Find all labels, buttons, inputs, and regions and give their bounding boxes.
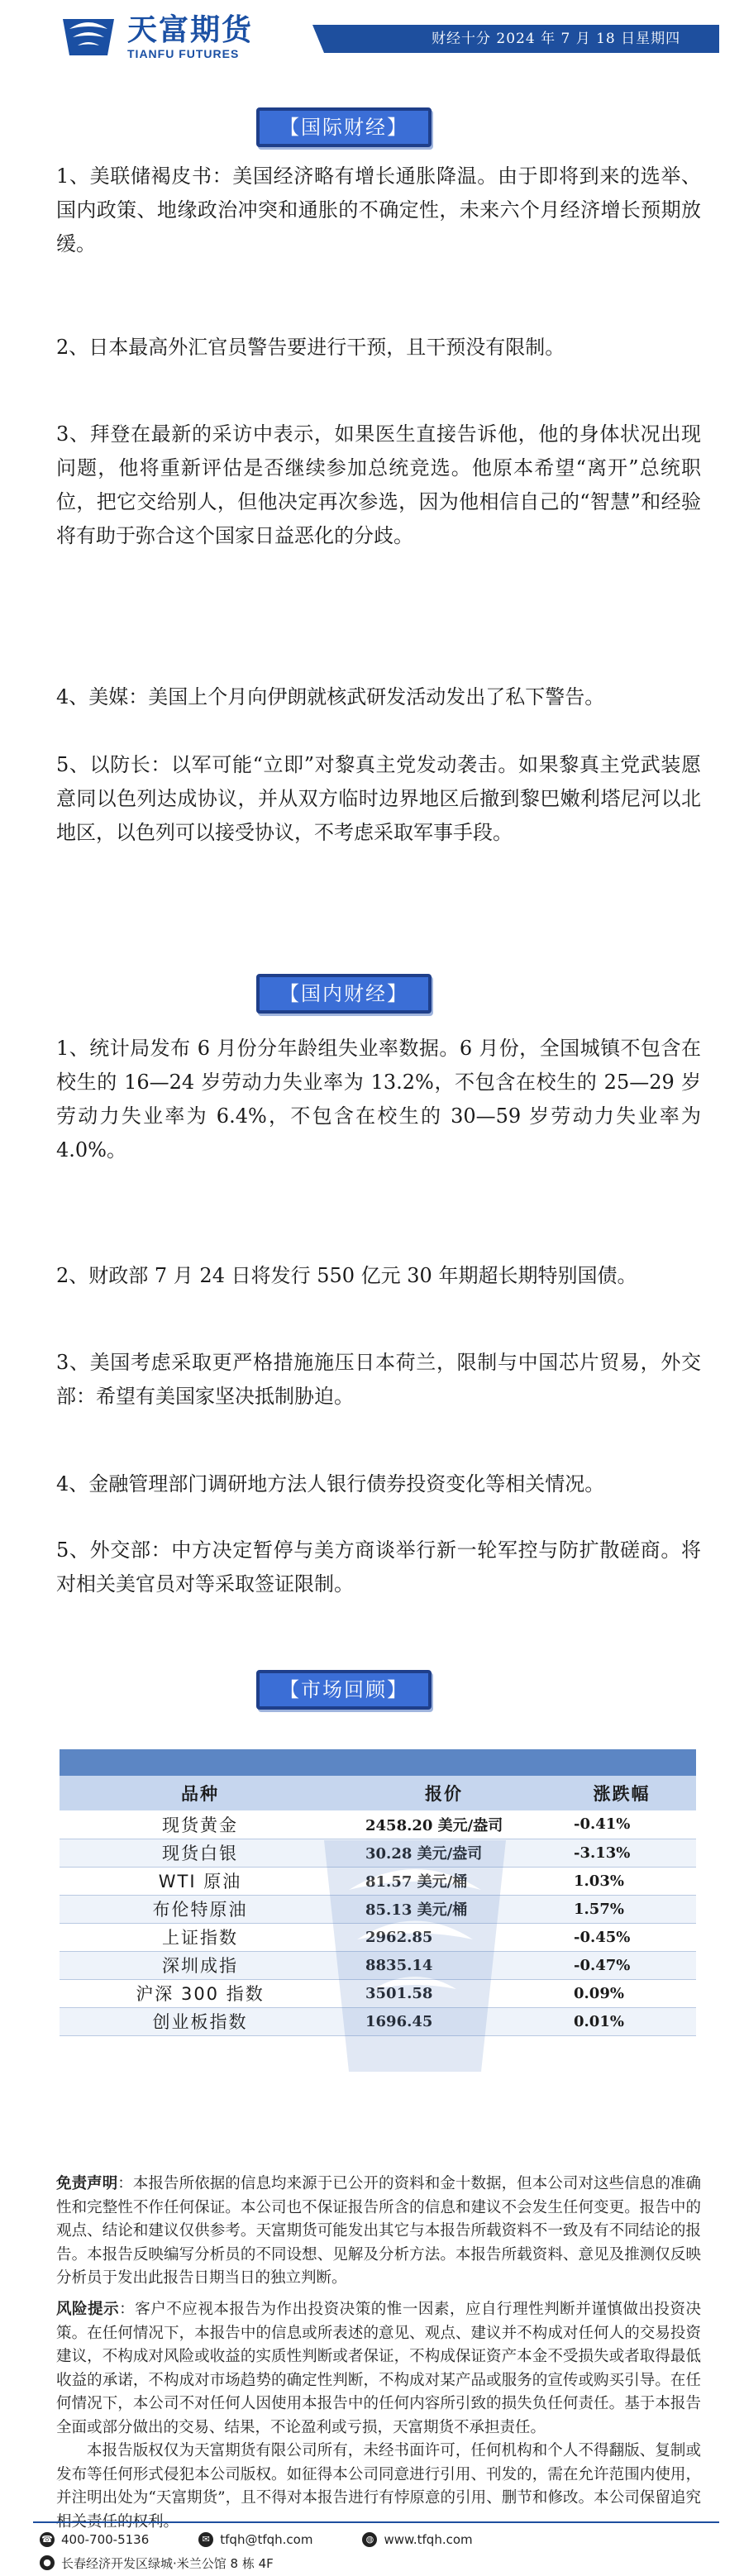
globe-icon: ◍ <box>362 2532 377 2547</box>
disclaimer-label: 免责声明 <box>56 2175 118 2192</box>
instrument-name: 现货白银 <box>60 1839 341 1867</box>
footer-website[interactable] <box>362 2532 472 2547</box>
address-text: 长春经济开发区绿城·米兰公馆 8 栋 4F <box>61 2555 274 2571</box>
footer-email[interactable] <box>198 2532 312 2547</box>
instrument-price: 2962.85 <box>341 1923 547 1951</box>
footer-divider <box>33 2521 719 2523</box>
risk-warning-paragraph <box>56 2298 701 2440</box>
table-row <box>60 1979 696 2007</box>
instrument-change: 1.03% <box>547 1867 696 1895</box>
instrument-price: 30.28 美元/盎司 <box>341 1839 547 1867</box>
header-instrument: 品种 <box>60 1776 341 1810</box>
table-row <box>60 1867 696 1895</box>
intl-news-item-4: 4、美媒：美国上个月向伊朗就核武研发活动发出了私下警告。 <box>56 685 605 708</box>
table-row <box>60 1951 696 1979</box>
intl-news-item-1: 1、美联储褐皮书：美国经济略有增长通胀降温。由于即将到来的选举、国内政策、地缘政治冲突和通胀的不确定性，未来六个月经济增长预期放缓。 <box>56 165 701 255</box>
risk-warning-text: ：客户不应视本报告为作出投资决策的惟一因素，应自行理性判断并谨慎做出投资决策。在任何情况下，本报告中的信息或所表述的意见、观点、建议并不构成对任何人的交易投资建议，不构成对风险或收益的实质性判断或者保证，不构成保证资产本金不受损失或者取得最低收益的承诺，不构成对市场趋势的确定性判断，不构成对某产品或服务的宣传或购买引导。在任何情况下，本公司不对任何人因使用本报告中的任何内容所引致的损失负任何责任。基于本报告全面或部分做出的交易、结果，不论盈利或亏损，天富期货不承担责任。 <box>56 2301 701 2436</box>
page-header <box>0 0 744 74</box>
table-row <box>60 1895 696 1923</box>
instrument-name: 布伦特原油 <box>60 1895 341 1923</box>
market-review-table <box>60 1749 696 2135</box>
header-change: 涨跌幅 <box>547 1776 696 1810</box>
email-icon: ✉ <box>198 2532 213 2547</box>
risk-warning-label: 风险提示 <box>56 2301 120 2318</box>
footer-address <box>40 2553 274 2573</box>
disclaimer-paragraph <box>56 2173 701 2291</box>
instrument-price: 81.57 美元/桶 <box>341 1867 547 1895</box>
instrument-change: 0.09% <box>547 1979 696 2007</box>
tianfu-logo-icon <box>58 12 119 62</box>
logo-chinese-name: 天富期货 <box>127 13 254 47</box>
instrument-price: 2458.20 美元/盎司 <box>341 1810 547 1839</box>
email-address[interactable]: tfqh@tfqh.com <box>220 2532 313 2547</box>
website-link[interactable]: www.tfqh.com <box>384 2532 473 2547</box>
section-title-domestic: 【国内财经】 <box>256 974 432 1014</box>
phone-icon: ☎ <box>40 2532 55 2547</box>
domestic-news-item-1: 1、统计局发布 6 月份分年龄组失业率数据。6 月份，全国城镇不包含在校生的 16—24 岁劳动力失业率为 13.2%，不包含在校生的 25—29 岁劳动力失业率为 6.4%，不包含在校生的 30—59 岁劳动力失业率为 4.0%。 <box>56 1037 701 1162</box>
header-price: 报价 <box>341 1776 547 1810</box>
footer-phone <box>40 2532 149 2547</box>
section-title-international: 【国际财经】 <box>256 107 432 147</box>
table-top-band <box>60 1749 696 1776</box>
instrument-name: 沪深 300 指数 <box>60 1979 341 2007</box>
copyright-paragraph: 本报告版权仅为天富期货有限公司所有，未经书面许可，任何机构和个人不得翻版、复制或发布等任何形式侵犯本公司版权。如征得本公司同意进行引用、刊发的，需在允许范围内使用，并注明出处为“天富期货”，且不得对本报告进行有悖原意的引用、删节和修改。本公司保留追究相关责任的权利。 <box>56 2442 701 2531</box>
instrument-price: 3501.58 <box>341 1979 547 2007</box>
instrument-price: 8835.14 <box>341 1951 547 1979</box>
table-row <box>60 1810 696 1839</box>
intl-news-item-5: 5、以防长：以军可能“立即”对黎真主党发动袭击。如果黎真主党武装愿意同以色列达成协议，并从双方临时边界地区后撤到黎巴嫩利塔尼河以北地区，以色列可以接受协议，不考虑采取军事手段。 <box>56 753 701 844</box>
section-title-market: 【市场回顾】 <box>256 1670 432 1710</box>
instrument-name: 深圳成指 <box>60 1951 341 1979</box>
table-header-row <box>60 1776 696 1810</box>
instrument-change: -0.41% <box>547 1810 696 1839</box>
intl-news-item-2: 2、日本最高外汇官员警告要进行干预，且干预没有限制。 <box>56 336 565 359</box>
domestic-news-item-3: 3、美国考虑采取更严格措施施压日本荷兰，限制与中国芯片贸易，外交部：希望有美国家坚决抵制胁迫。 <box>56 1351 701 1408</box>
instrument-change: 1.57% <box>547 1895 696 1923</box>
instrument-name: WTI 原油 <box>60 1867 341 1895</box>
intl-news-item-3: 3、拜登在最新的采访中表示，如果医生直接告诉他，他的身体状况出现问题，他将重新评估是否继续参加总统竞选。他原本希望“离开”总统职位，把它交给别人，但他决定再次参选，因为他相信自己的“智慧”和经验将有助于弥合这个国家日益恶化的分歧。 <box>56 422 701 547</box>
company-logo <box>58 8 298 66</box>
logo-english-name: TIANFU FUTURES <box>127 47 240 60</box>
instrument-change: -0.47% <box>547 1951 696 1979</box>
disclaimer-text: ：本报告所依据的信息均来源于已公开的资料和金十数据，但本公司对这些信息的准确性和完整性不作任何保证。本公司也不保证报告所含的信息和建议不会发生任何变更。报告中的观点、结论和建议仅供参考。天富期货可能发出其它与本报告所载资料不一致及有不同结论的报告。本报告反映编写分析员的不同设想、见解及分析方法。本报告所载资料、意见及推测仅反映分析员于发出此报告日期当日的独立判断。 <box>56 2175 701 2287</box>
market-table <box>60 1776 696 2036</box>
instrument-price: 1696.45 <box>341 2007 547 2035</box>
phone-number: 400-700-5136 <box>61 2532 150 2547</box>
table-row <box>60 1839 696 1867</box>
domestic-news-item-5: 5、外交部：中方决定暂停与美方商谈举行新一轮军控与防扩散磋商。将对相关美官员对等采取签证限制。 <box>56 1538 701 1596</box>
report-date-banner: 财经十分 2024 年 7 月 18 日星期四 <box>324 25 719 53</box>
instrument-price: 85.13 美元/桶 <box>341 1895 547 1923</box>
instrument-change: 0.01% <box>547 2007 696 2035</box>
instrument-name: 上证指数 <box>60 1923 341 1951</box>
instrument-name: 创业板指数 <box>60 2007 341 2035</box>
domestic-news-item-4: 4、金融管理部门调研地方法人银行债券投资变化等相关情况。 <box>56 1472 605 1496</box>
domestic-news-item-2: 2、财政部 7 月 24 日将发行 550 亿元 30 年期超长期特别国债。 <box>56 1264 637 1287</box>
table-row <box>60 1923 696 1951</box>
footer-contacts <box>40 2530 718 2550</box>
table-row <box>60 2007 696 2035</box>
instrument-change: -0.45% <box>547 1923 696 1951</box>
instrument-change: -3.13% <box>547 1839 696 1867</box>
location-pin-icon: ● <box>40 2555 55 2570</box>
instrument-name: 现货黄金 <box>60 1810 341 1839</box>
